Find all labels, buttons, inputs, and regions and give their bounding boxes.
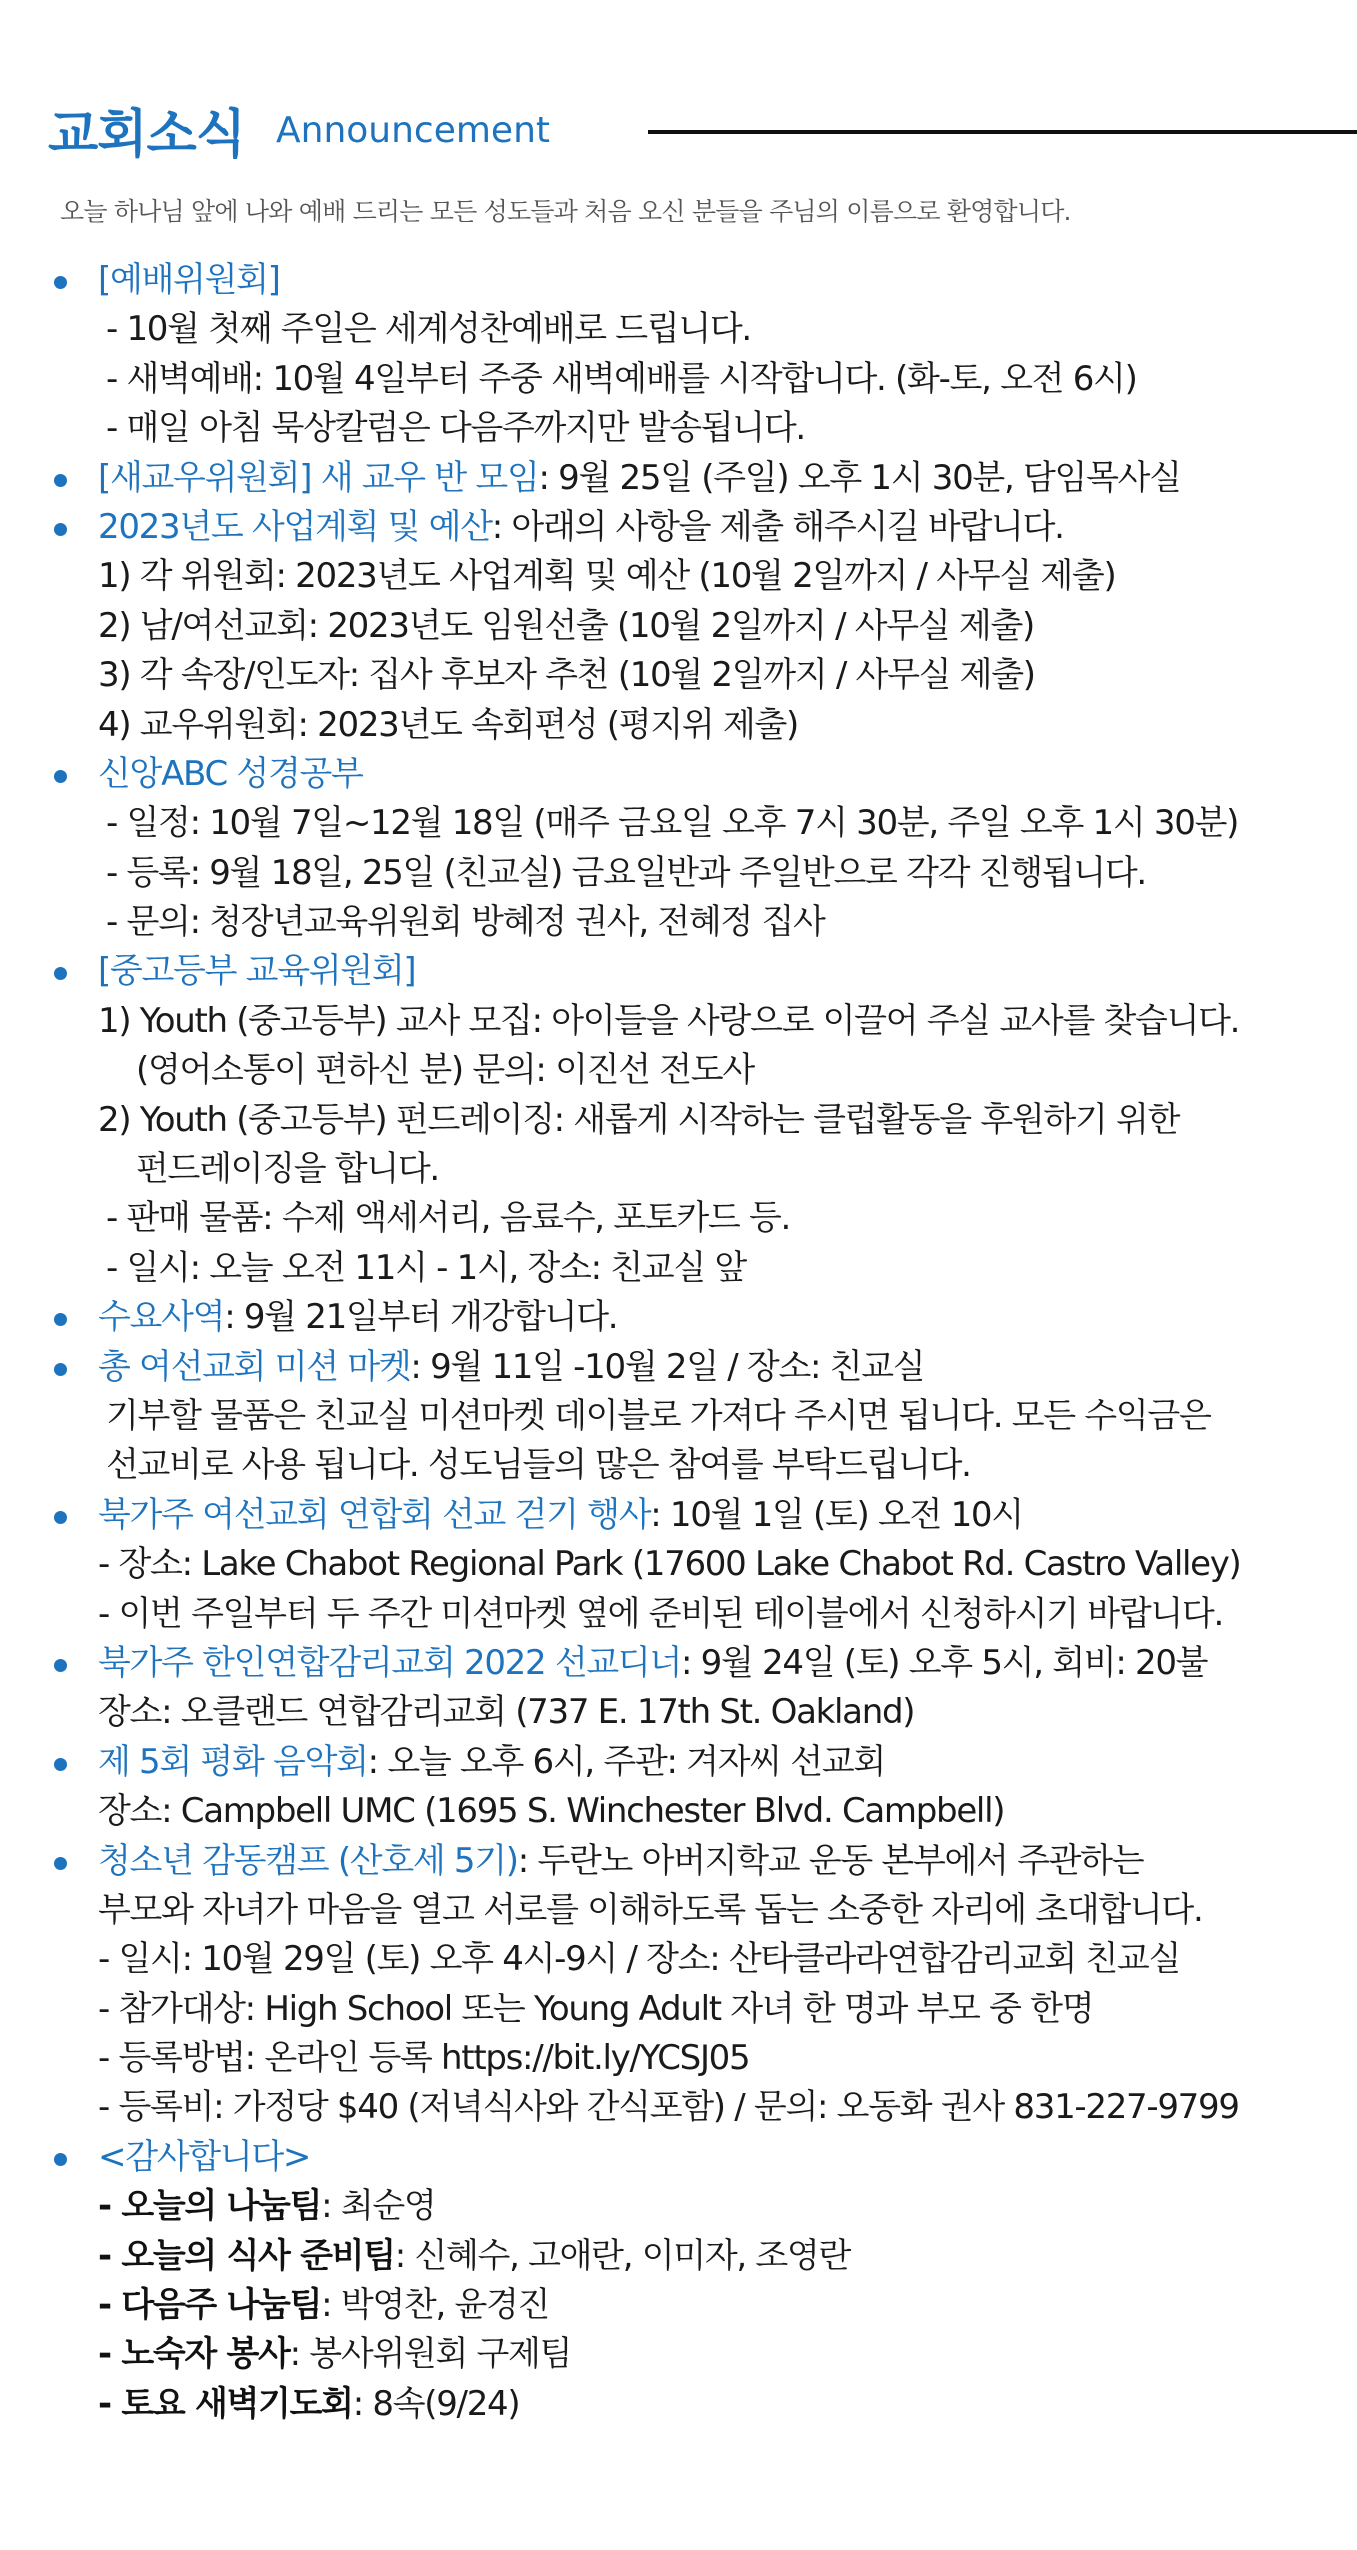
item-line: - 등록방법: 온라인 등록 https://bit.ly/YCSJ05 xyxy=(98,2038,750,2079)
bullet-icon xyxy=(54,474,67,487)
item-line: 펀드레이징을 합니다. xyxy=(136,1149,439,1190)
item-title: [중고등부 교육위원회] xyxy=(98,951,416,992)
bullet-icon xyxy=(54,967,67,980)
item-title: 수요사역 xyxy=(98,1297,225,1338)
bullet-icon xyxy=(54,1659,67,1672)
item-line: 1) 각 위원회: 2023년도 사업계획 및 예산 (10월 2일까지 / 사무실 제출) xyxy=(98,556,1116,597)
item-line: 3) 각 속장/인도자: 집사 후보자 추천 (10월 2일까지 / 사무실 제출) xyxy=(98,655,1035,696)
youth-item xyxy=(48,947,1338,996)
item-title: 2023년도 사업계획 및 예산 xyxy=(98,506,492,547)
item-text: : 9월 24일 (토) 오후 5시, 회비: 20불 xyxy=(681,1642,1208,1683)
mission-walk-item xyxy=(48,1491,1338,1540)
item-text: : 9월 11일 -10월 2일 / 장소: 친교실 xyxy=(410,1346,925,1387)
item-line: - 참가대상: High School 또는 Young Adult 자녀 한 명과 부모 중 한명 xyxy=(98,1988,1094,2029)
item-line: 2) 남/여선교회: 2023년도 임원선출 (10월 2일까지 / 사무실 제출) xyxy=(98,605,1034,646)
bullet-icon xyxy=(54,1758,67,1771)
item-line: (영어소통이 편하신 분) 문의: 이진선 전도사 xyxy=(136,1050,754,1091)
item-text: : 아래의 사항을 제출 해주시길 바랍니다. xyxy=(491,506,1064,547)
item-text: : 10월 1일 (토) 오전 10시 xyxy=(650,1494,1023,1535)
bullet-icon xyxy=(54,276,67,289)
thanks-row xyxy=(48,2281,1338,2330)
item-line: 장소: Campbell UMC (1695 S. Winchester Blvd. Campbell) xyxy=(98,1791,1005,1832)
title-divider xyxy=(648,130,1357,134)
plan-item xyxy=(48,503,1338,552)
item-title: <감사합니다> xyxy=(98,2136,311,2177)
bullet-icon xyxy=(54,770,67,783)
thanks-label: - 토요 새벽기도회 xyxy=(98,2383,353,2424)
item-line: - 새벽예배: 10월 4일부터 주중 새벽예배를 시작합니다. (화-토, 오전 6시) xyxy=(106,358,1137,399)
thanks-value: : 신혜수, 고애란, 이미자, 조영란 xyxy=(394,2235,851,2276)
item-line: - 일시: 10월 29일 (토) 오후 4시-9시 / 장소: 산타클라라연합감리교회 친교실 xyxy=(98,1939,1180,1980)
mission-dinner-item xyxy=(48,1639,1338,1688)
bullet-icon xyxy=(54,523,67,536)
bullet-icon xyxy=(54,1857,67,1870)
item-line: 1) Youth (중고등부) 교사 모집: 아이들을 사랑으로 이끌어 주실 교사를 찾습니다. xyxy=(98,1000,1240,1041)
item-line: - 장소: Lake Chabot Regional Park (17600 Lake Chabot Rd. Castro Valley) xyxy=(98,1544,1241,1585)
item-line: 선교비로 사용 됩니다. 성도님들의 많은 참여를 부탁드립니다. xyxy=(106,1445,971,1486)
item-line: 부모와 자녀가 마음을 열고 서로를 이해하도록 돕는 소중한 자리에 초대합니다. xyxy=(98,1889,1203,1930)
bullet-icon xyxy=(54,1511,67,1524)
thanks-value: : 최순영 xyxy=(321,2186,436,2227)
thanks-item xyxy=(48,2133,1338,2182)
item-line: - 판매 물품: 수제 액세서리, 음료수, 포토카드 등. xyxy=(106,1198,790,1239)
bible-study-item xyxy=(48,750,1338,799)
thanks-row xyxy=(48,2330,1338,2379)
item-text: : 9월 25일 (주일) 오후 1시 30분, 담임목사실 xyxy=(538,457,1181,498)
item-line: - 10월 첫째 주일은 세계성찬예배로 드립니다. xyxy=(106,309,751,350)
item-title: 북가주 여선교회 연합회 선교 걷기 행사 xyxy=(98,1494,651,1535)
item-line: - 매일 아침 묵상칼럼은 다음주까지만 발송됩니다. xyxy=(106,408,805,449)
item-line: 2) Youth (중고등부) 펀드레이징: 새롭게 시작하는 클럽활동을 후원하기 위한 xyxy=(98,1099,1180,1140)
bullet-icon xyxy=(54,2153,67,2166)
thanks-row xyxy=(48,2182,1338,2231)
thanks-value: : 8속(9/24) xyxy=(352,2383,520,2424)
page-subtitle: Announcement xyxy=(276,110,551,151)
item-title: 제 5회 평화 음악회 xyxy=(98,1741,368,1782)
item-line: 장소: 오클랜드 연합감리교회 (737 E. 17th St. Oakland) xyxy=(98,1692,915,1733)
thanks-label: - 오늘의 나눔팀 xyxy=(98,2186,322,2227)
thanks-value: : 봉사위원회 구제팀 xyxy=(289,2334,572,2375)
item-line: - 이번 주일부터 두 주간 미션마켓 옆에 준비된 테이블에서 신청하시기 바랍니다. xyxy=(98,1593,1223,1634)
item-text: : 오늘 오후 6시, 주관: 겨자씨 선교회 xyxy=(367,1741,885,1782)
thanks-label: - 오늘의 식사 준비팀 xyxy=(98,2235,395,2276)
welcome-message: 오늘 하나님 앞에 나와 예배 드리는 모든 성도들과 처음 오신 분들을 주님의 이름으로 환영합니다. xyxy=(60,197,1071,226)
bullet-icon xyxy=(54,1313,67,1326)
item-line: 기부할 물품은 친교실 미션마켓 데이블로 가져다 주시면 됩니다. 모든 수익금은 xyxy=(106,1395,1211,1436)
item-text: : 두란노 아버지학교 운동 본부에서 주관하는 xyxy=(517,1840,1144,1881)
mission-market-item xyxy=(48,1343,1338,1392)
item-title: 청소년 감동캠프 (산호세 5기) xyxy=(98,1840,518,1881)
peace-concert-item xyxy=(48,1738,1338,1787)
item-line: 4) 교우위원회: 2023년도 속회편성 (평지위 제출) xyxy=(98,704,798,745)
item-title: 북가주 한인연합감리교회 2022 선교디너 xyxy=(98,1642,682,1683)
thanks-row xyxy=(48,2380,1338,2429)
item-line: - 등록비: 가정당 $40 (저녁식사와 간식포함) / 문의: 오동화 권사 831-227-9799 xyxy=(98,2087,1239,2128)
item-title: [새교우위원회] 새 교우 반 모임 xyxy=(98,457,539,498)
item-line: - 일정: 10월 7일~12월 18일 (매주 금요일 오후 7시 30분, 주일 오후 1시 30분) xyxy=(106,803,1239,844)
item-text: : 9월 21일부터 개강합니다. xyxy=(224,1297,618,1338)
item-line: - 문의: 청장년교육위원회 방혜정 권사, 전혜정 집사 xyxy=(106,902,825,943)
worship-item xyxy=(48,256,1338,305)
item-title: [예배위원회] xyxy=(98,260,280,300)
page-title: 교회소식 xyxy=(48,105,245,165)
item-title: 총 여선교회 미션 마켓 xyxy=(98,1346,411,1387)
youth-camp-item xyxy=(48,1837,1338,1886)
bullet-icon xyxy=(54,1363,67,1376)
thanks-value: : 박영찬, 윤경진 xyxy=(321,2285,550,2326)
thanks-label: - 다음주 나눔팀 xyxy=(98,2285,322,2326)
item-line: - 등록: 9월 18일, 25일 (친교실) 금요일반과 주일반으로 각각 진행됩니다. xyxy=(106,852,1146,893)
announcement-header xyxy=(48,92,1328,172)
newcomer-item xyxy=(48,454,1338,503)
item-title: 신앙ABC 성경공부 xyxy=(98,753,363,794)
announcement-list xyxy=(48,256,1338,2429)
thanks-label: - 노숙자 봉사 xyxy=(98,2334,290,2375)
wednesday-item xyxy=(48,1293,1338,1342)
item-line: - 일시: 오늘 오전 11시 - 1시, 장소: 친교실 앞 xyxy=(106,1247,746,1288)
thanks-row xyxy=(48,2232,1338,2281)
